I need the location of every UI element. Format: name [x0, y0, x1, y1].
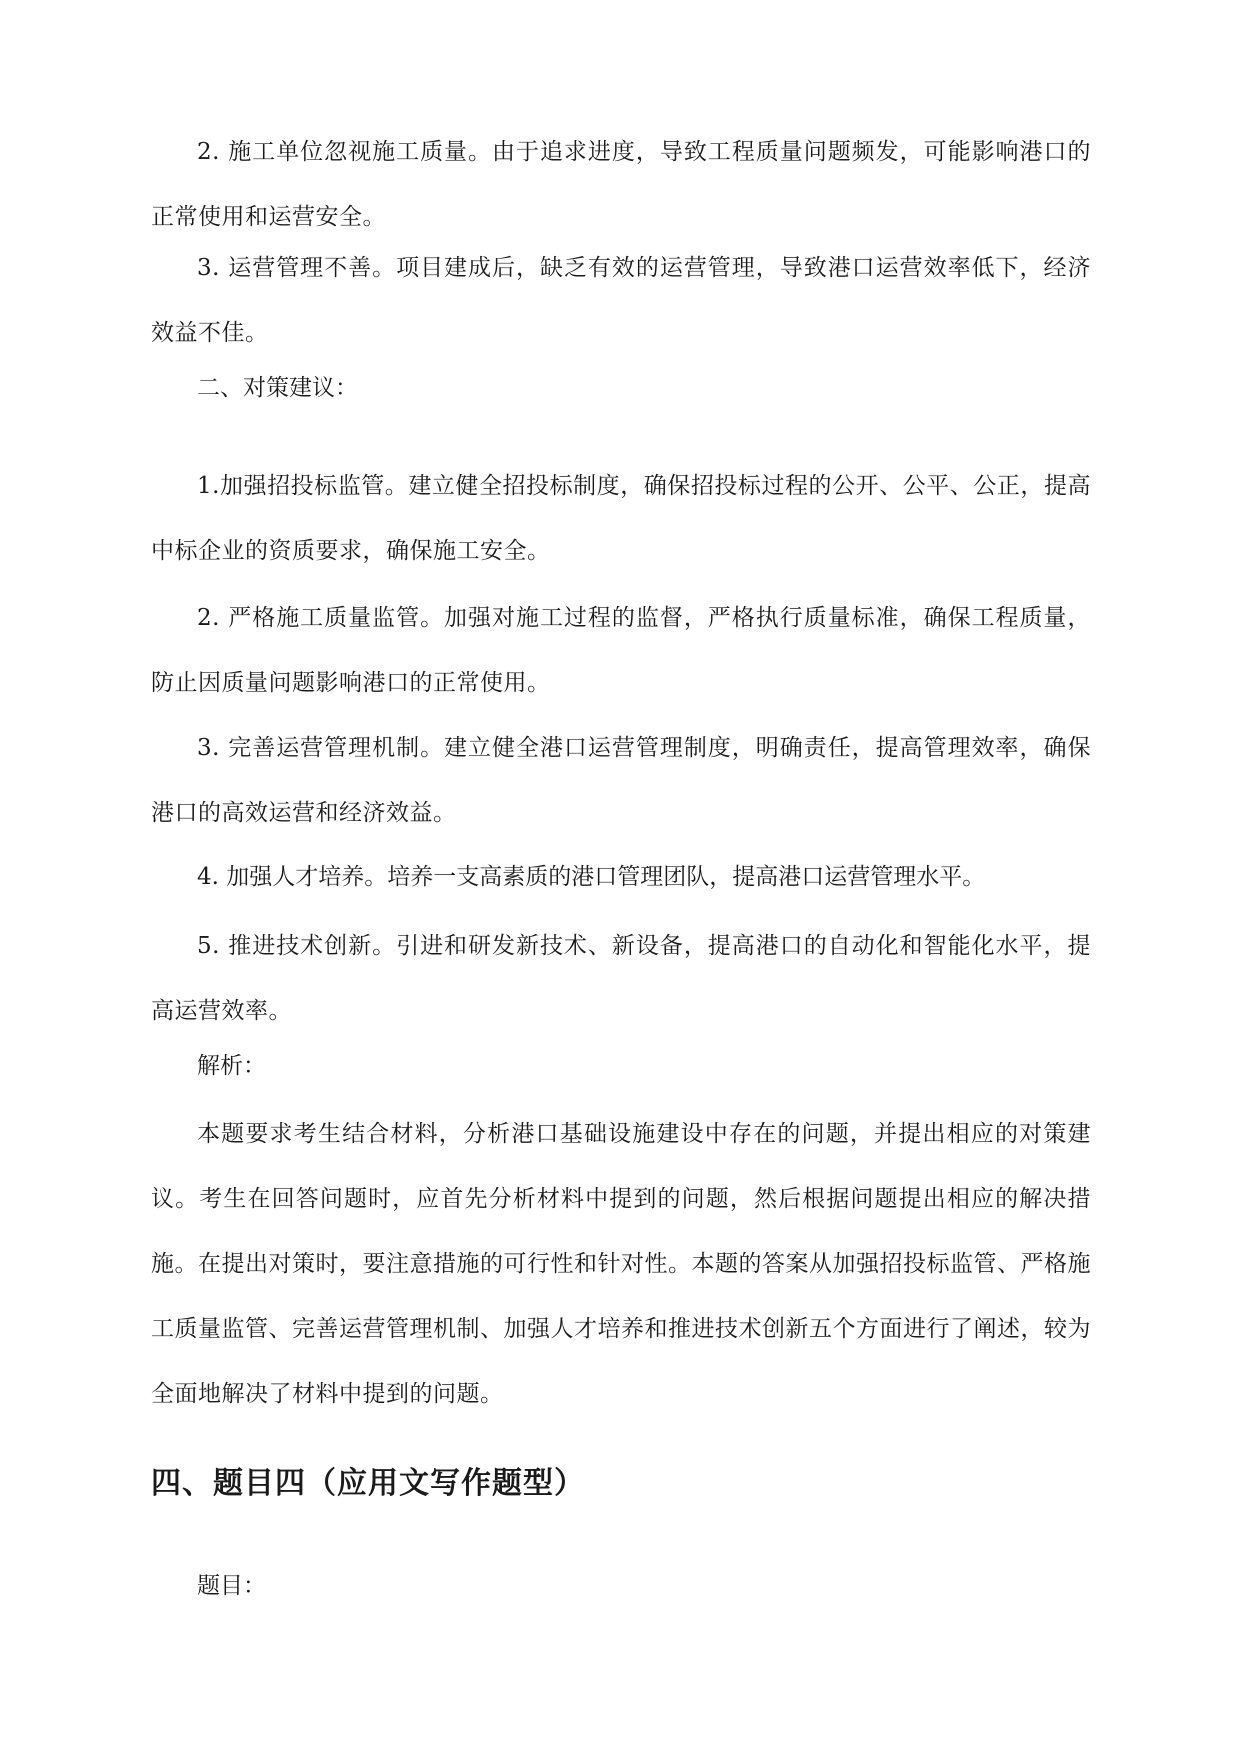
topic-label: 题目： [197, 1573, 266, 1599]
paragraph-recommendation-2: 2. 严格施工质量监管。加强对施工过程的监督，严格执行质量标准，确保工程质量，防止因质量问题影响港口的正常使用。 [151, 605, 1091, 696]
paragraph-recommendation-5: 5. 推进技术创新。引进和研发新技术、新设备，提高港口的自动化和智能化水平，提高运营效率。 [151, 933, 1091, 1024]
paragraph-issue-2: 2. 施工单位忽视施工质量。由于追求进度，导致工程质量问题频发，可能影响港口的正常使用和运营安全。 [151, 139, 1091, 230]
section-heading-question-4: 四、题目四（应用文写作题型） [151, 1466, 585, 1501]
paragraph-analysis: 本题要求考生结合材料，分析港口基础设施建设中存在的问题，并提出相应的对策建议。考生在回答问题时，应首先分析材料中提到的问题，然后根据问题提出相应的解决措施。在提出对策时，要注意措施的可行性和针对性。本题的答案从加强招投标监管、严格施工质量监管、完善运营管理机制、加强人才培养和推进技术创新五个方面进行了阐述，较为全面地解决了材料中提到的问题。 [151, 1121, 1091, 1407]
paragraph-recommendation-3: 3. 完善运营管理机制。建立健全港口运营管理制度，明确责任，提高管理效率，确保港口的高效运营和经济效益。 [151, 735, 1091, 826]
paragraph-issue-3: 3. 运营管理不善。项目建成后，缺乏有效的运营管理，导致港口运营效率低下，经济效益不佳。 [151, 255, 1091, 346]
paragraph-recommendation-1: 1.加强招投标监管。建立健全招投标制度，确保招投标过程的公开、公平、公正，提高中标企业的资质要求，确保施工安全。 [151, 473, 1091, 564]
section-heading-countermeasures: 二、对策建议： [197, 375, 358, 401]
paragraph-recommendation-4: 4. 加强人才培养。培养一支高素质的港口管理团队，提高港口运营管理水平。 [197, 864, 986, 890]
analysis-label: 解析： [197, 1053, 266, 1079]
